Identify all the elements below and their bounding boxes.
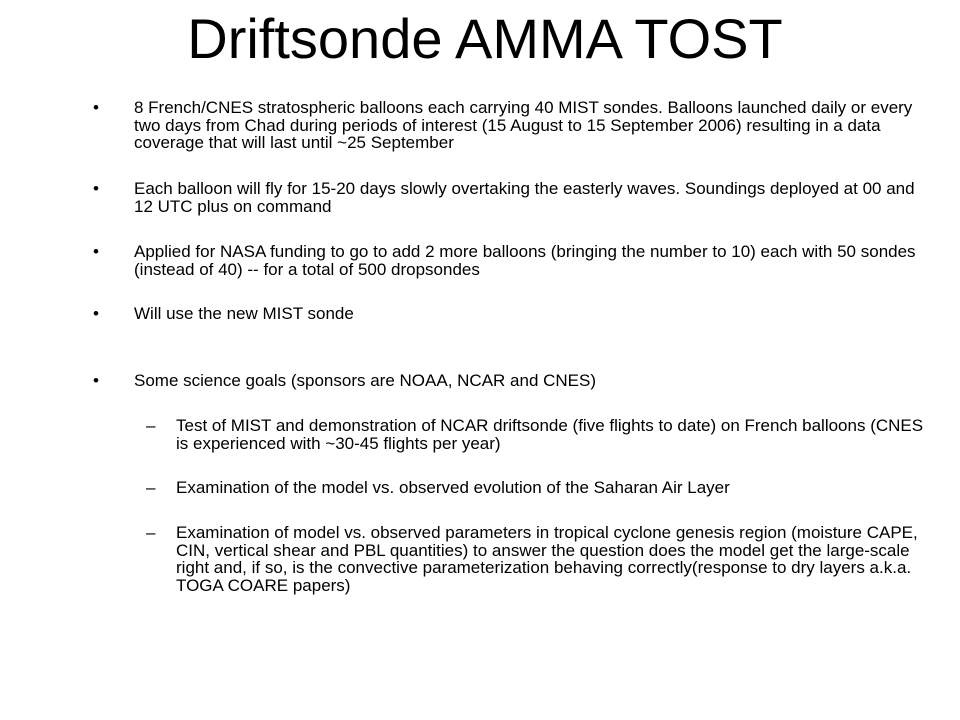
slide-title: Driftsonde AMMA TOST: [187, 7, 783, 70]
bullet-text: 8 French/CNES stratospheric balloons each carrying 40 MIST sondes. Balloons launched daily or every two days from Chad during periods of interest (15 August to 15 September 2006) resulting in a data coverage that will last until ~25 September: [134, 98, 913, 152]
bullet-text: Will use the new MIST sonde: [134, 304, 354, 323]
sub-bullet-marker: –: [146, 416, 156, 435]
bullet-text: Some science goals (sponsors are NOAA, NCAR and CNES): [134, 371, 597, 390]
sub-bullet-text: Examination of model vs. observed parameters in tropical cyclone genesis region (moisture CAPE, CIN, vertical shear and PBL quantities) to answer the question does the model get the large-scale right and, if so, is the convective parameterization behaving correctly(response to dry layers a.k.a. TOGA COARE papers): [176, 523, 918, 595]
bullet-marker: •: [93, 304, 99, 323]
bullet-marker: •: [93, 179, 99, 198]
bullet-marker: •: [93, 242, 99, 261]
sub-bullet-text: Test of MIST and demonstration of NCAR driftsonde (five flights to date) on French balloons (CNES is experienced with ~30-45 flights per year): [176, 416, 924, 453]
bullet-marker: •: [93, 98, 99, 117]
bullet-marker: •: [93, 371, 99, 390]
bullet-text: Applied for NASA funding to go to add 2 more balloons (bringing the number to 10) each with 50 sondes (instead of 40) -- for a total of 500 dropsondes: [134, 242, 916, 279]
sub-bullet-marker: –: [146, 478, 156, 497]
sub-bullet-marker: –: [146, 523, 156, 542]
sub-bullet-text: Examination of the model vs. observed evolution of the Saharan Air Layer: [176, 478, 730, 497]
bullet-text: Each balloon will fly for 15-20 days slowly overtaking the easterly waves. Soundings deployed at 00 and 12 UTC plus on command: [134, 179, 915, 216]
